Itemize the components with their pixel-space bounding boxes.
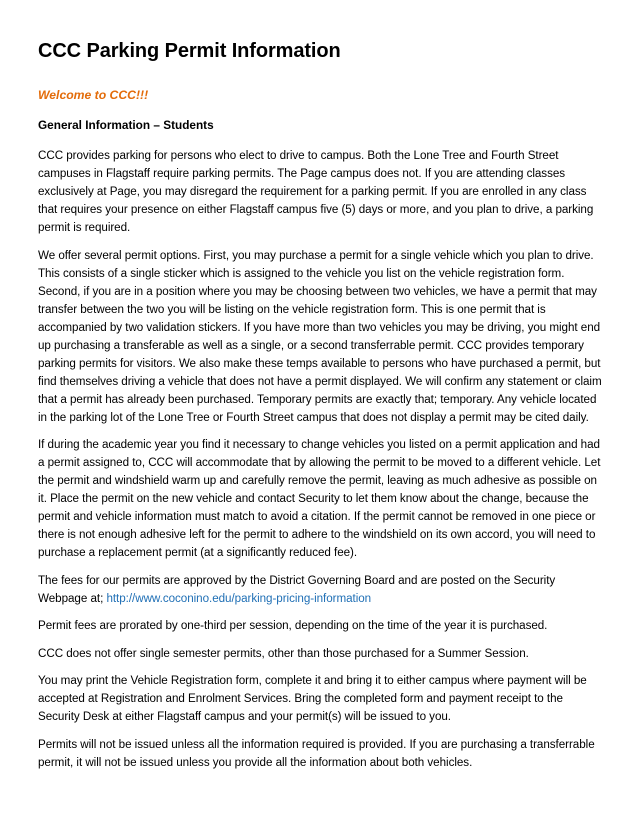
paragraph-semester-permits: CCC does not offer single semester permits, other than those purchased for a Summer Session.	[38, 646, 529, 660]
page-title: CCC Parking Permit Information	[38, 40, 341, 62]
paragraph-permit-options: We offer several permit options. First, you may purchase a permit for a single vehicle which you plan to drive. This consists of a single sticker which is assigned to the vehicle you list on the vehicle registration form. Second, if you are in a position where you may be choosing between two vehicles, we have a permit that may transfer between the two you will be listing on the vehicle registration form. This is one permit that is accompanied by two validation stickers. If you have more than two vehicles you may be driving, you might end up purchasing a transferable as well as a single, or a second transferrable permit. CCC provides temporary parking permits for visitors. We also make these temps available to persons who have purchased a permit, but find themselves driving a vehicle that does not have a permit displayed. We will confirm any statement or claim that a permit has already been purchased. Temporary permits are exactly that; temporary. Any vehicle located in the parking lot of the Lone Tree or Fourth Street campus that does not display a permit may be cited daily.	[38, 248, 602, 424]
paragraph-required-information: Permits will not be issued unless all the information required is provided. If you are purchasing a transferrable permit, it will not be issued unless you provide all the information about both vehicles.	[38, 737, 595, 769]
section-heading: General Information – Students	[38, 118, 214, 132]
welcome-message: Welcome to CCC!!!	[38, 88, 149, 102]
paragraph-changing-vehicles: If during the academic year you find it necessary to change vehicles you listed on a permit application and had a permit assigned to, CCC will accommodate that by allowing the permit to be moved to a different vehicle. Let the permit and windshield warm up and carefully remove the permit, leaving as much adhesive as possible on it. Place the permit on the new vehicle and contact Security to let them know about the change, because the permit and vehicle information must match to avoid a citation. If the permit cannot be removed in one piece or there is not enough adhesive left for the permit to adhere to the windshield on its own accord, you will need to purchase a replacement permit (at a significantly reduced fee).	[38, 438, 601, 559]
paragraph-parking-requirement: CCC provides parking for persons who elect to drive to campus. Both the Lone Tree and Fourth Street campuses in Flagstaff require parking permits. The Page campus does not. If you are attending classes exclusively at Page, you may disregard the requirement for a parking permit. If you are enrolled in any class that requires your presence on either Flagstaff campus five (5) days or more, and you plan to drive, a parking permit is required.	[38, 149, 594, 234]
fees-text: The fees for our permits are approved by the District Governing Board and are posted on the Security Webpage at;	[38, 573, 556, 605]
parking-pricing-link[interactable]: http://www.coconino.edu/parking-pricing-information	[106, 591, 372, 605]
paragraph-fees	[38, 572, 602, 608]
paragraph-registration-form: You may print the Vehicle Registration form, complete it and bring it to either campus where payment will be accepted at Registration and Enrolment Services. Bring the completed form and payment receipt to the Security Desk at either Flagstaff campus and your permit(s) will be issued to you.	[38, 674, 587, 723]
paragraph-prorated-fees: Permit fees are prorated by one-third per session, depending on the time of the year it is purchased.	[38, 619, 548, 632]
